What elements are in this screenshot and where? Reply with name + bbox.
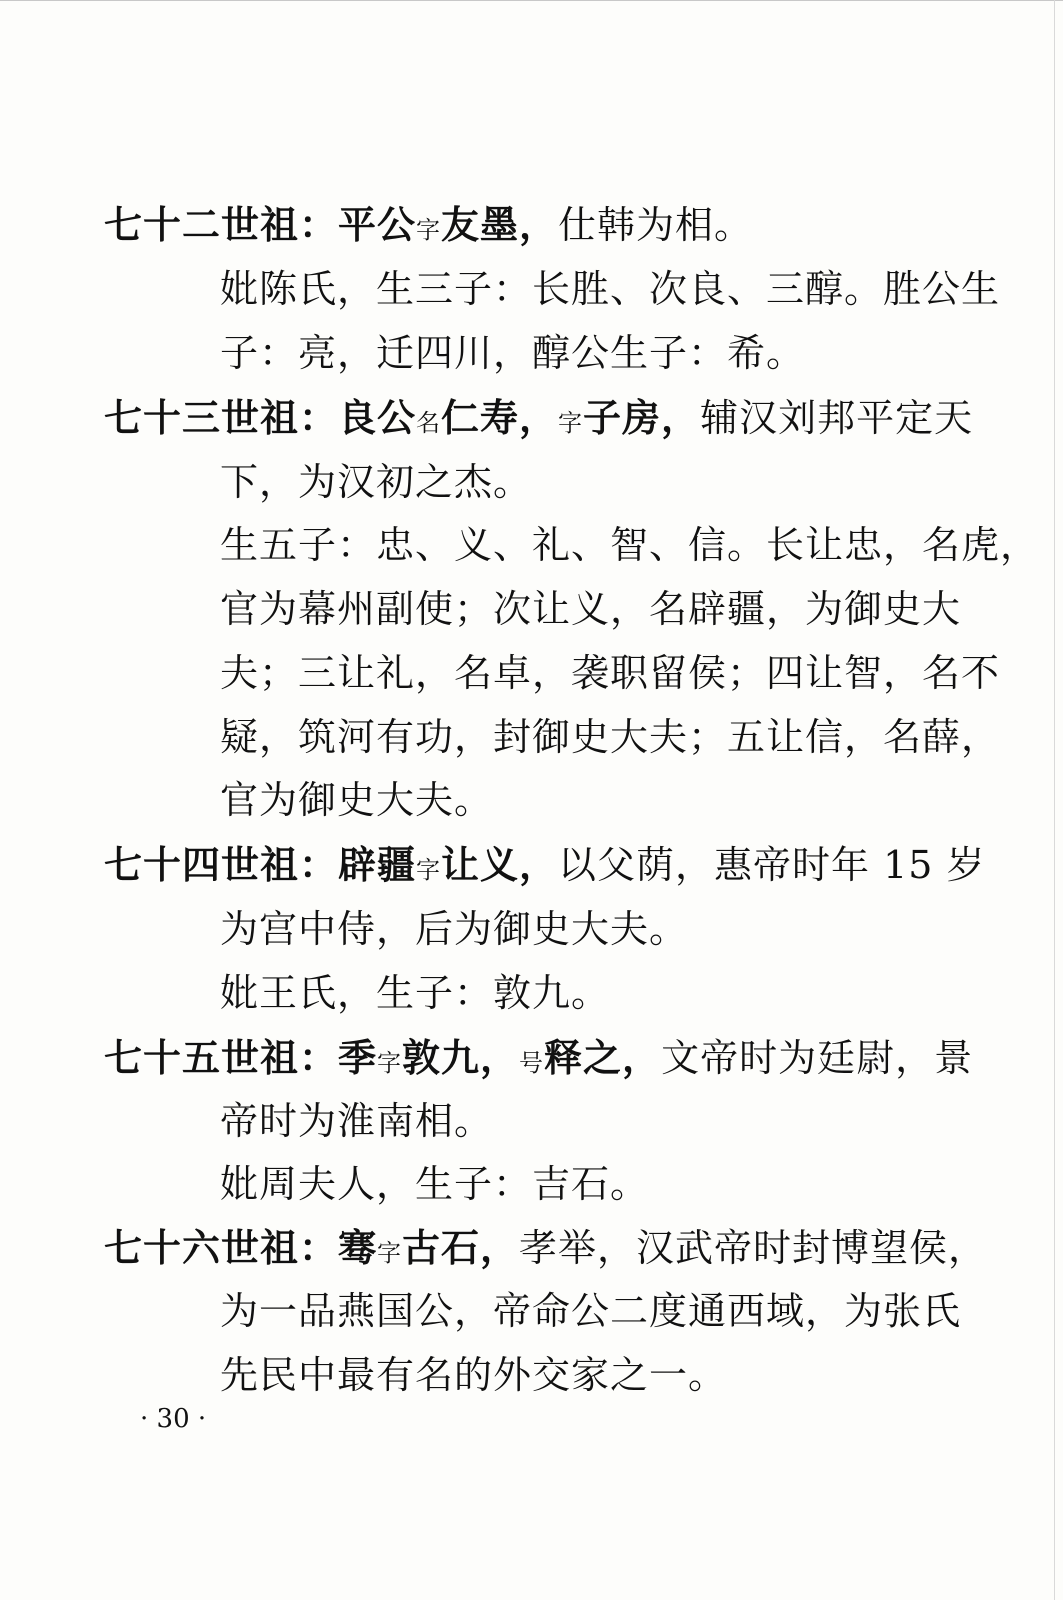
page-edge-top [0,0,1063,1]
generation-label: 七十四世祖： [104,842,339,887]
entry-text: 孝举，汉武帝时封博望侯， [519,1226,988,1270]
entry-73-heading [104,386,973,455]
entry-75-heading [104,1026,973,1095]
entry-73-text-line-2: 下，为汉初之杰。 [220,460,533,504]
page-edge-right [1054,0,1055,1600]
courtesy-name: 子房， [583,395,701,440]
courtesy-name: 敦九， [402,1035,520,1080]
entry-73-paragraph-line-4: 疑，筑河有功，封御史大夫；五让信，名薛， [220,715,1001,759]
generation-label: 七十三世祖： [104,395,339,440]
courtesy-name: 友墨， [441,202,559,247]
ancestor-name: 平公 [338,202,417,247]
generation-label: 七十二世祖： [104,202,339,247]
entry-76-text-line-2: 为一品燕国公，帝命公二度通西域，为张氏 [220,1289,962,1333]
entry-75-text-line-2: 帝时为淮南相。 [220,1099,494,1143]
entry-72-paragraph-line-1: 妣陈氏，生三子：长胜、次良、三醇。胜公生 [220,267,1001,311]
courtesy-marker: 字 [416,856,442,884]
courtesy-name: 古石， [402,1225,520,1270]
ancestor-name: 季 [338,1035,378,1080]
courtesy-marker: 字 [558,409,584,437]
given-name: 仁寿， [441,395,559,440]
generation-label: 七十六世祖： [104,1225,339,1270]
entry-73-paragraph-line-1: 生五子：忠、义、礼、智、信。长让忠，名虎， [220,523,1040,567]
ancestor-name: 辟疆 [338,842,417,887]
entry-74-paragraph-line-1: 妣王氏，生子：敦九。 [220,971,611,1015]
art-name: 释之， [544,1035,662,1080]
entry-76-text-line-3: 先民中最有名的外交家之一。 [220,1353,728,1397]
entry-text: 以父荫，惠帝时年 15 岁 [558,843,986,887]
entry-73-paragraph-line-2: 官为幕州副使；次让义，名辟疆，为御史大 [220,587,962,631]
ancestor-name: 骞 [338,1225,378,1270]
entry-73-paragraph-line-3: 夫；三让礼，名卓，袭职留侯；四让智，名不 [220,651,1001,695]
entry-74-heading [104,833,986,902]
entry-73-paragraph-line-5: 官为御史大夫。 [220,778,494,822]
entry-75-paragraph-line-1: 妣周夫人，生子：吉石。 [220,1162,650,1206]
courtesy-marker: 字 [377,1049,403,1077]
entry-76-heading [104,1216,987,1285]
courtesy-name: 让义， [441,842,559,887]
entry-text: 文帝时为廷尉，景 [661,1036,974,1080]
generation-label: 七十五世祖： [104,1035,339,1080]
ancestor-name: 良公 [338,395,417,440]
entry-text: 辅汉刘邦平定天 [700,396,974,440]
page-number: · 30 · [140,1404,207,1434]
entry-72-heading [104,193,753,262]
courtesy-marker: 字 [416,216,442,244]
art-name-marker: 号 [519,1049,545,1077]
entry-74-text-line-2: 为宫中侍，后为御史大夫。 [220,907,689,951]
entry-text: 仕韩为相。 [558,203,754,247]
given-name-marker: 名 [416,409,442,437]
entry-72-paragraph-line-2: 子：亮，迁四川，醇公生子：希。 [220,331,806,375]
courtesy-marker: 字 [377,1239,403,1267]
